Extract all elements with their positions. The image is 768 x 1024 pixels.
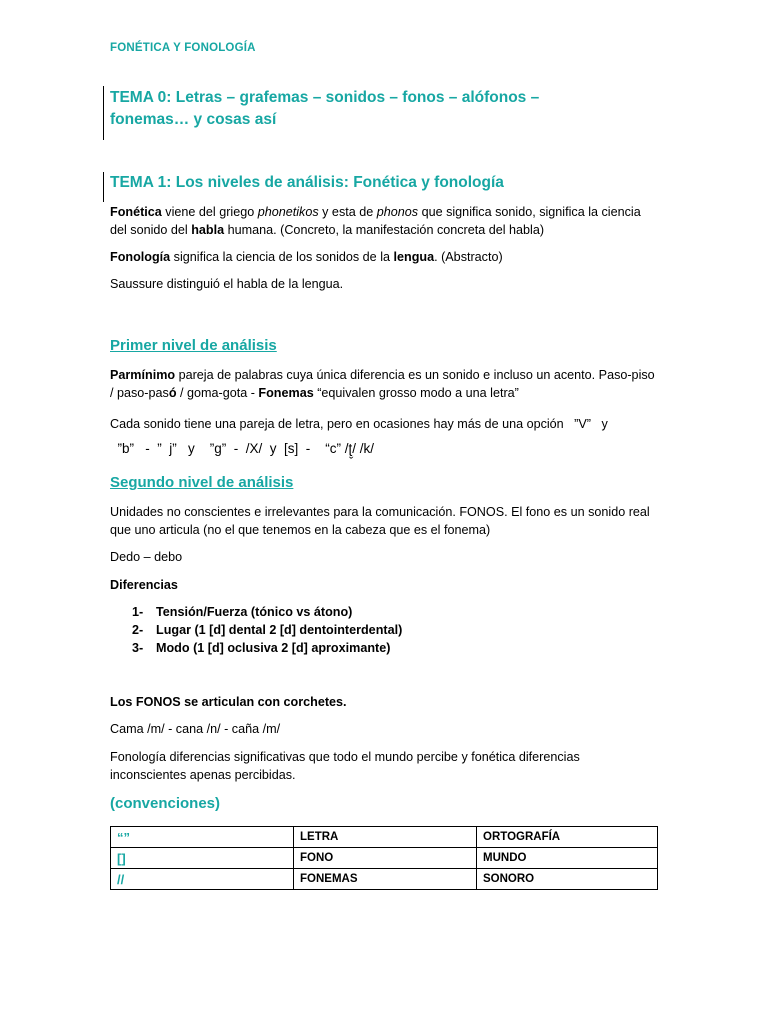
letras-opcion-line2: ”b” - ” j” y ”g” - /X/ y [s] - “c” /ʈ̬/ /k/: [110, 441, 375, 456]
fonos-paragraph: Unidades no conscientes e irrelevantes para la comunicación. FONOS. El fono es un sonido real que uno articula (no el que tenemos en la cabeza que es el fonema): [110, 505, 650, 537]
fonetica-paragraph: Fonética viene del griego phonetikos y esta de phonos que significa sonido, significa la ciencia del sonido del habla humana. (Concreto, la manifestación concreta del habla): [110, 205, 641, 237]
table-row: [111, 827, 658, 848]
table-cell: FONEMAS: [294, 869, 477, 890]
table-cell: SONORO: [477, 869, 658, 890]
table-cell: //: [111, 869, 294, 890]
list-item: 3- Modo (1 [d] oclusiva 2 [d] aproximante): [132, 641, 391, 655]
parminimo-paragraph: Parmínimo pareja de palabras cuya única diferencia es un sonido e incluso un acento. Paso-piso / paso-pasó / goma-gota - Fonemas “equivalen grosso modo a una letra”: [110, 368, 655, 400]
table-row: [111, 848, 658, 869]
table-cell: LETRA: [294, 827, 477, 848]
tema0-line1: TEMA 0: Letras – grafemas – sonidos – fonos – alófonos –: [110, 89, 540, 106]
tema0-line2: fonemas… y cosas así: [110, 111, 277, 128]
list-item: 1- Tensión/Fuerza (tónico vs átono): [132, 605, 353, 619]
list-item: 2- Lugar (1 [d] dental 2 [d] dentointerdental): [132, 623, 403, 637]
tema0-heading: [110, 87, 539, 131]
diferencias-label: Diferencias: [110, 578, 178, 592]
fonologia-diferencias-paragraph: Fonología diferencias significativas que todo el mundo percibe y fonética diferencias inconscientes apenas percibidas.: [110, 750, 580, 782]
convenciones-heading: (convenciones): [110, 795, 221, 812]
fonologia-paragraph: Fonología significa la ciencia de los sonidos de la lengua. (Abstracto): [110, 250, 503, 264]
saussure-paragraph: Saussure distinguió el habla de la lengua.: [110, 277, 344, 291]
table-row: [111, 869, 658, 890]
cama-example: Cama /m/ - cana /n/ - caña /m/: [110, 722, 281, 736]
table-cell: “”: [111, 827, 294, 848]
segundo-nivel-heading: Segundo nivel de análisis: [110, 474, 294, 491]
fonos-corchetes-label: Los FONOS se articulan con corchetes.: [110, 695, 347, 709]
dedo-debo-text: Dedo – debo: [110, 550, 183, 564]
letras-opcion-line1: Cada sonido tiene una pareja de letra, pero en ocasiones hay más de una opción ”V” y: [110, 417, 608, 431]
document-header: FONÉTICA Y FONOLOGÍA: [110, 42, 256, 54]
table-cell: MUNDO: [477, 848, 658, 869]
convenciones-table: [110, 826, 658, 890]
primer-nivel-heading: Primer nivel de análisis: [110, 337, 277, 354]
heading-rule: [103, 86, 104, 140]
diferencias-list: [132, 603, 402, 657]
table-cell: FONO: [294, 848, 477, 869]
table-cell: ORTOGRAFÍA: [477, 827, 658, 848]
tema1-heading: TEMA 1: Los niveles de análisis: Fonética y fonología: [110, 174, 504, 191]
heading-rule: [103, 172, 104, 202]
table-cell: []: [111, 848, 294, 869]
